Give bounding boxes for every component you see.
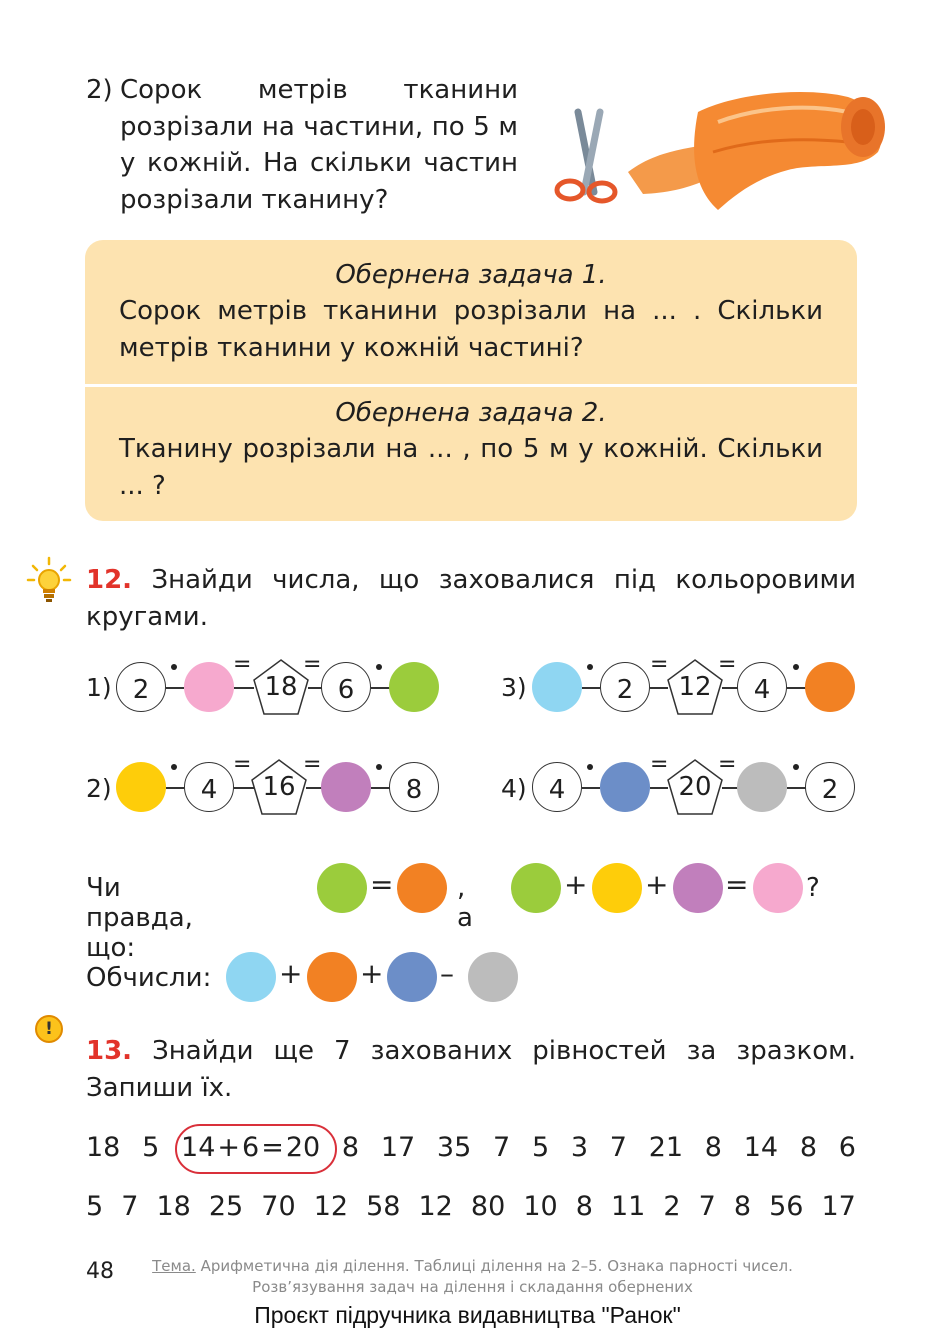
equals-sign: = [303,652,322,677]
grey-circle [468,952,518,1002]
grey-circle [737,762,787,812]
task-2 [86,72,518,218]
number: 70 [261,1191,296,1222]
yellow-circle [592,863,642,913]
multiply-dot [376,664,382,670]
light-blue-circle [532,662,582,712]
pink-circle [184,662,234,712]
task-12-number: 12. [86,565,133,595]
task-12 [86,562,856,636]
fabric-roll-icon [628,92,885,210]
connector [722,687,738,689]
number: 12 [418,1191,453,1222]
equals-sign: = [233,652,252,677]
eq-2-number-c: 8 [389,762,439,812]
multiply-dot [171,664,177,670]
topic-text: Арифметична дія ділення. Таблиці ділення на 2–5. Ознака парності чисел. Розв’язування задач на ділення і складання обернених [200,1257,793,1296]
number: 58 [366,1191,401,1222]
question-prefix: Чи правда, що: [86,873,193,963]
compute-label: Обчисли: [86,963,212,993]
number: 11 [610,1191,646,1222]
eq-3-number-a: 2 [600,662,650,712]
number: 10 [523,1191,558,1222]
number: 7 [121,1191,139,1222]
inverse-task-2-text: Тканину розрізали на ... , по 5 м у кожній. Скільки ... ? [119,434,823,501]
equals-sign: = [261,1132,284,1163]
multiply-dot [171,764,177,770]
number: 8 [733,1191,752,1222]
equals-sign: = [650,652,669,677]
minus-sign: – [440,957,454,990]
connector [787,687,806,689]
connector [308,687,322,689]
connector [371,787,390,789]
equals-sign: = [725,868,749,901]
number: 14 [743,1132,779,1163]
topic-note [150,1256,795,1298]
inverse-task-1-text: Сорок метрів тканини розрізали на ... . Скільки метрів тканини у кожній частині? [119,296,823,363]
number: 7 [609,1132,627,1163]
task-13 [86,1033,856,1107]
page-number: 48 [86,1259,114,1284]
connector [166,687,184,689]
number: 5 [86,1191,104,1222]
number: 7 [698,1191,716,1222]
number: 25 [208,1191,244,1222]
task-13-number: 13. [86,1036,133,1066]
equals-sign: = [718,652,737,677]
task-2-text: Сорок метрів тканини розрізали на частини, по 5 м у кожній. На скільки частин розрізали тканину? [120,75,518,215]
connector [234,687,254,689]
scissors-icon [557,112,615,201]
task-12-text: Знайди числа, що заховалися під кольоровими кругами. [86,565,856,632]
equals-sign: = [650,752,669,777]
inverse-task-2-heading: Обернена задача 2. [335,398,607,428]
multiply-dot [793,764,799,770]
scissors-fabric-illustration [548,82,893,217]
question-mid: , а [457,873,473,933]
connector [306,787,322,789]
number: 8 [341,1132,360,1163]
connector [722,787,738,789]
number: 2 [663,1191,681,1222]
eq-1-pentagon-value: 18 [264,672,298,702]
topic-label: Тема. [152,1257,196,1275]
task-13-text: Знайди ще 7 захованих рівностей за зразком. Запиши їх. [86,1036,856,1103]
multiply-dot [587,664,593,670]
plus-sign: + [217,1132,240,1163]
project-note: Проєкт підручника видавництва "Ранок" [254,1302,681,1328]
connector [582,687,600,689]
connector [582,787,600,789]
number: 6 [838,1132,856,1163]
example-equation [181,1132,320,1163]
eq-4-number-a: 4 [532,762,582,812]
number-row-1 [86,1132,856,1163]
number: 14 [181,1132,216,1163]
multiply-dot [793,664,799,670]
number: 17 [380,1132,416,1163]
number: 6 [242,1132,260,1163]
number: 35 [436,1132,472,1163]
exclamation-icon: ! [35,1015,63,1043]
pentagon-shape [250,758,308,816]
number: 18 [86,1132,121,1163]
equals-sign: = [718,752,737,777]
light-blue-circle [226,952,276,1002]
orange-circle [397,863,447,913]
plus-sign: + [360,957,384,990]
number: 12 [313,1191,349,1222]
multiply-dot [376,764,382,770]
question-end: ? [806,873,820,903]
lightbulb-icon [26,556,72,604]
eq-3-number-c: 4 [737,662,787,712]
number: 21 [648,1132,684,1163]
pentagon-shape [252,658,310,716]
orange-circle [307,952,357,1002]
orange-circle [805,662,855,712]
eq-1-label: 1) [86,673,112,702]
number: 3 [570,1132,589,1163]
dark-blue-circle [387,952,437,1002]
equals-sign: = [303,752,322,777]
plus-sign: + [279,957,303,990]
number: 5 [531,1132,550,1163]
plus-sign: + [645,868,669,901]
number: 7 [493,1132,511,1163]
equals-sign: = [370,868,394,901]
pentagon-shape [666,658,724,716]
number: 8 [575,1191,593,1222]
dark-blue-circle [600,762,650,812]
green-circle [389,662,439,712]
eq-1-number-a: 2 [116,662,166,712]
inverse-tasks-box [85,240,857,521]
number-row-2 [86,1191,856,1222]
purple-circle [673,863,723,913]
eq-4-label: 4) [501,774,527,803]
eq-4-pentagon-value: 20 [678,772,712,802]
connector [371,687,390,689]
number: 80 [470,1191,506,1222]
number: 56 [769,1191,804,1222]
connector [166,787,184,789]
pink-circle [753,863,803,913]
eq-4-number-c: 2 [805,762,855,812]
eq-2-number-a: 4 [184,762,234,812]
box-divider [85,384,857,387]
eq-3-pentagon-value: 12 [678,672,712,702]
eq-2-pentagon-value: 16 [262,772,296,802]
number: 18 [156,1191,191,1222]
eq-1-number-c: 6 [321,662,371,712]
number: 8 [799,1132,817,1163]
eq-2-label: 2) [86,774,112,803]
inverse-task-1-heading: Обернена задача 1. [335,260,607,290]
number: 17 [821,1191,856,1222]
pentagon-shape [666,758,724,816]
yellow-circle [116,762,166,812]
task-2-number: 2) [86,75,113,105]
purple-circle [321,762,371,812]
eq-3-label: 3) [501,673,527,702]
connector [787,787,806,789]
equals-sign: = [233,752,252,777]
green-circle [317,863,367,913]
number: 8 [704,1132,722,1163]
multiply-dot [587,764,593,770]
green-circle [511,863,561,913]
plus-sign: + [564,868,588,901]
number: 20 [285,1132,321,1163]
number: 5 [142,1132,160,1163]
